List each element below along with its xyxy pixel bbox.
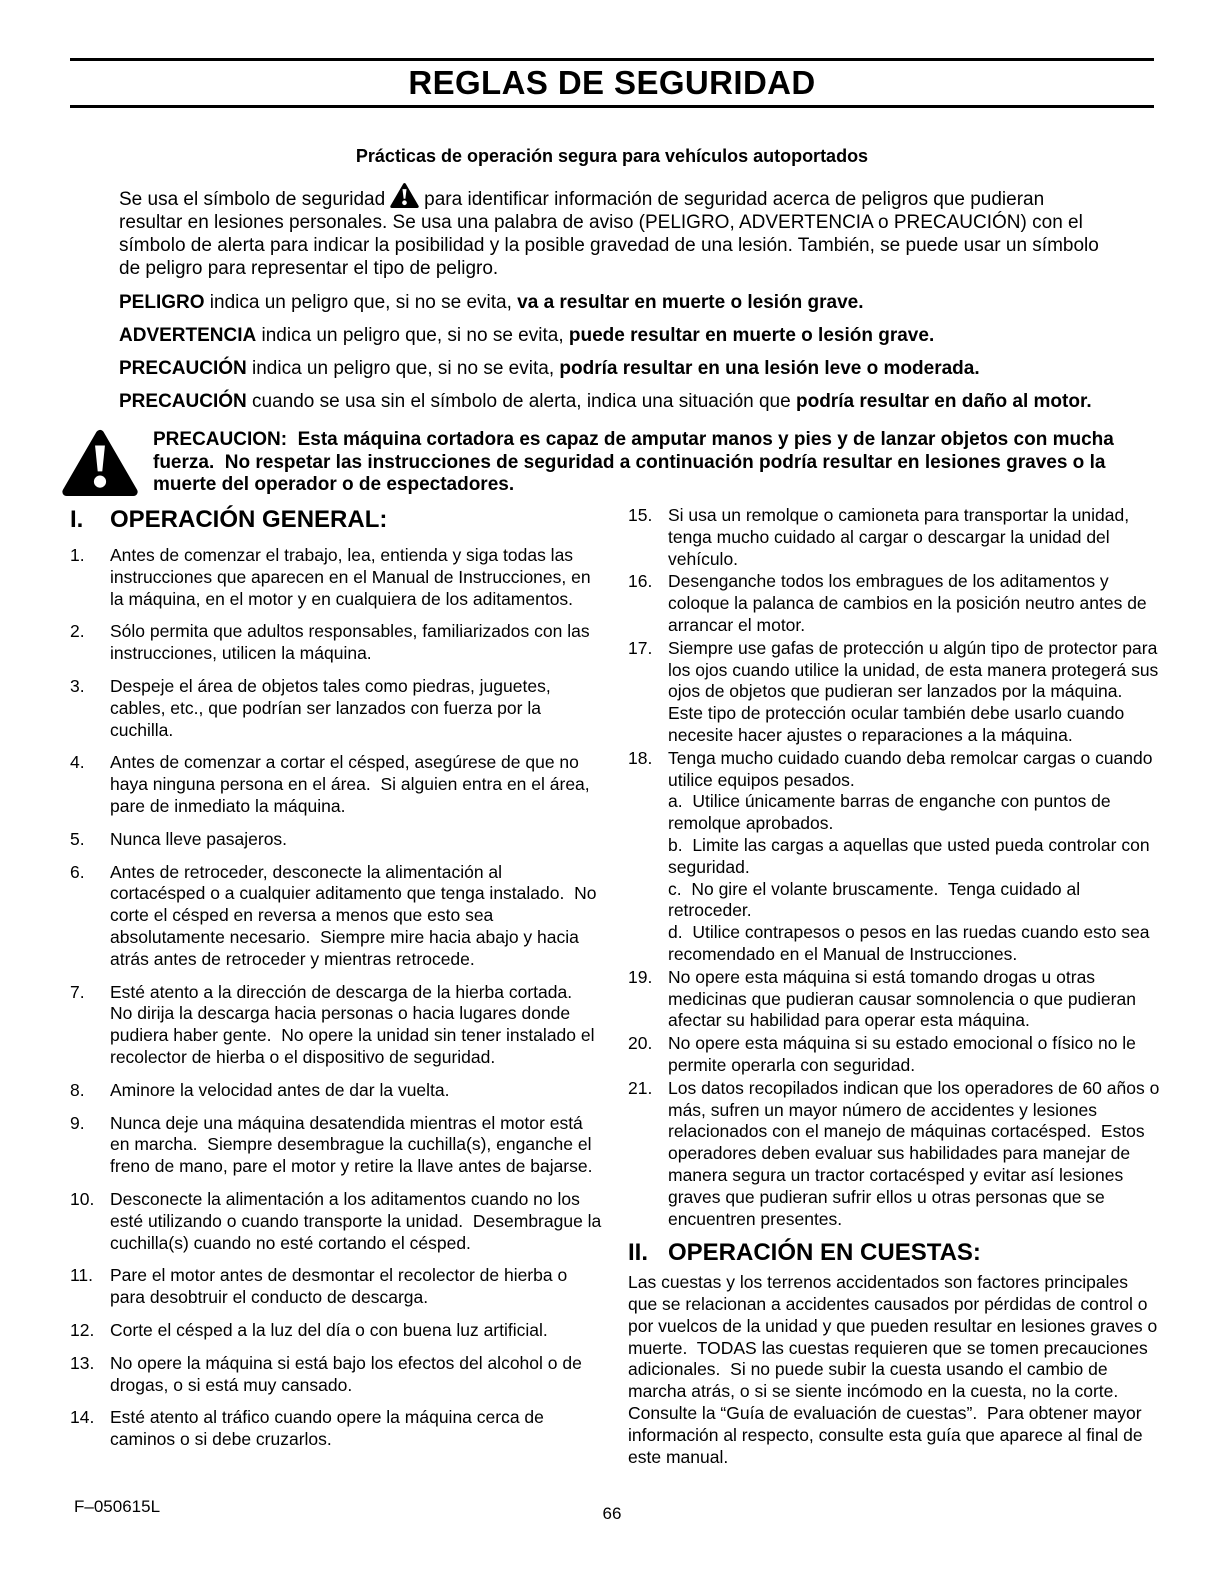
list-item	[70, 1407, 602, 1451]
item-number: 2.	[70, 621, 85, 642]
item-text: Desconecte la alimentación a los aditamentos cuando no los esté utilizando o cuando transporte la unidad. Desembrague la cuchilla(s) cuando no esté cortando el césped.	[110, 1188, 607, 1253]
signal-consequence: podría resultar en daño al motor.	[795, 391, 1092, 412]
item-number: 5.	[70, 828, 85, 849]
item-number: 15.	[628, 505, 653, 525]
list-item	[70, 1113, 602, 1178]
item-number: 10.	[70, 1188, 95, 1209]
signal-term: PRECAUCIÓN	[119, 358, 247, 379]
page-number: 66	[602, 1504, 622, 1523]
list-item	[70, 1188, 607, 1254]
list-item	[628, 967, 1160, 1032]
item-body	[110, 1080, 602, 1102]
list-item	[70, 545, 602, 610]
item-body	[668, 571, 1160, 636]
list-item	[70, 829, 602, 851]
signal-consequence: podría resultar en una lesión leve o moderada.	[559, 358, 980, 379]
signal-definition-precaucion	[119, 358, 1106, 380]
item-text: Corte el césped a la luz del día o con buena luz artificial.	[110, 1319, 548, 1340]
item-text: Desenganche todos los embragues de los aditamentos y coloque la palanca de cambios en la posición neutro antes de arrancar el motor.	[668, 571, 1152, 635]
subtitle: Prácticas de operación segura para vehículos autoportados	[355, 146, 869, 166]
list-item	[70, 982, 602, 1069]
list-item	[628, 571, 1160, 636]
list-item	[70, 862, 602, 971]
item-number: 13.	[70, 1352, 95, 1373]
signal-middle: indica un peligro que, si no se evita,	[246, 358, 560, 379]
item-number: 1.	[70, 545, 85, 565]
item-number: 16.	[628, 571, 653, 592]
item-subtext: a. Utilice únicamente barras de enganche con puntos de remolque aprobados.	[668, 791, 1116, 834]
item-body	[110, 545, 602, 610]
list-item	[70, 1080, 602, 1102]
item-body	[668, 967, 1160, 1032]
item-number: 7.	[70, 981, 85, 1002]
caution-box	[62, 427, 1140, 499]
item-text: Tenga mucho cuidado cuando deba remolcar cargas o cuando utilice equipos pesados.	[668, 747, 1158, 790]
signal-definition-precaucion-motor	[119, 391, 1106, 413]
item-body	[668, 505, 1160, 570]
signal-word-definitions	[119, 292, 1106, 413]
item-body	[668, 637, 1164, 747]
item-number: 12.	[70, 1319, 95, 1340]
general-items-continued	[628, 505, 1165, 1230]
item-number: 8.	[70, 1079, 85, 1100]
section-heading-general	[70, 505, 602, 535]
item-subtext: d. Utilice contrapesos o pesos en las ruedas cuando esto sea recomendado en el Manual de Instrucciones.	[668, 922, 1155, 964]
item-body	[110, 752, 602, 817]
signal-middle: indica un peligro que, si no se evita,	[256, 325, 569, 346]
intro-paragraph	[119, 182, 1106, 280]
item-body	[668, 1033, 1160, 1077]
item-body	[110, 982, 602, 1069]
item-number: 4.	[70, 752, 85, 773]
signal-middle: cuando se usa sin el símbolo de alerta, indica una situación que	[246, 391, 796, 412]
safety-alert-icon	[390, 182, 419, 209]
item-text: Siempre use gafas de protección u algún tipo de protector para los ojos cuando utilice la unidad, de esta manera protegerá sus ojos de objetos que pudieran ser lanzados por la máquina. Este tipo de protección ocular también debe usarlo cuando necesite hacer ajustes o reparaciones a la máquina.	[668, 637, 1164, 745]
intro-text-before: Se usa el símbolo de seguridad	[119, 189, 386, 210]
item-text: No opere esta máquina si su estado emocional o físico no le permite operarla con seguridad.	[668, 1033, 1141, 1075]
item-subtext: b. Limite las cargas a aquellas que usted pueda controlar con seguridad.	[668, 834, 1155, 877]
signal-definition-advertencia	[119, 325, 1106, 347]
intro-text-after: para identificar información de seguridad acerca de peligros que pudieran resultar en lesiones personales. Se usa una palabra de aviso (PELIGRO, ADVERTENCIA o PRECAUCIÓN) con el símbolo de alerta para indicar la posibilidad y la posible gravedad de una lesión. También, se puede usar un símbolo de peligro para representar el tipo de peligro.	[119, 189, 1099, 279]
item-subtext: c. No gire el volante bruscamente. Tenga cuidado al retroceder.	[668, 878, 1086, 921]
item-text: Esté atento a la dirección de descarga de la hierba cortada. No dirija la descarga hacia personas o hacia lugares donde pudiera haber gente. No opere la unidad sin tener instalado el recolector de hierba o el dispositivo de seguridad.	[110, 981, 600, 1067]
list-item	[70, 1265, 602, 1309]
page-title: REGLAS DE SEGURIDAD	[408, 64, 816, 101]
item-body	[110, 1320, 602, 1342]
list-item	[70, 1320, 602, 1342]
warning-triangle-icon	[62, 427, 138, 499]
item-body	[110, 1113, 602, 1178]
section-number: I.	[70, 506, 84, 533]
item-number: 11.	[70, 1265, 94, 1286]
item-text: Antes de comenzar a cortar el césped, asegúrese de que no haya ninguna persona en el área. Si alguien entra en el área, pare de inmediato la máquina.	[110, 752, 595, 816]
item-text: Si usa un remolque o camioneta para transportar la unidad, tenga mucho cuidado al cargar o descargar la unidad del vehículo.	[668, 505, 1134, 569]
list-item	[70, 752, 602, 817]
item-number: 19.	[628, 966, 653, 987]
list-item	[628, 1033, 1160, 1077]
item-text: Aminore la velocidad antes de dar la vuelta.	[110, 1079, 450, 1100]
list-item	[628, 748, 1160, 966]
item-number: 6.	[70, 861, 85, 882]
item-text: Esté atento al tráfico cuando opere la máquina cerca de caminos o si debe cruzarlos.	[110, 1407, 549, 1450]
item-body	[110, 621, 602, 665]
item-text: Antes de comenzar el trabajo, lea, entienda y siga todas las instrucciones que aparecen en el Manual de Instrucciones, en la máquina, en el motor y en cualquiera de los aditamentos.	[110, 545, 596, 609]
item-number: 9.	[70, 1112, 85, 1133]
item-number: 17.	[628, 637, 653, 658]
list-item	[628, 1077, 1165, 1231]
signal-definition-peligro	[119, 292, 1106, 314]
general-items	[70, 545, 607, 1451]
signal-term: PRECAUCIÓN	[119, 391, 247, 412]
item-body	[110, 1353, 602, 1397]
two-column-body	[70, 505, 1165, 1468]
signal-middle: indica un peligro que, si no se evita,	[204, 292, 518, 313]
item-body	[110, 862, 602, 971]
item-body	[110, 1407, 602, 1451]
item-text: Sólo permita que adultos responsables, familiarizados con las instrucciones, utilicen la máquina.	[110, 621, 595, 664]
left-column	[70, 505, 607, 1468]
item-body	[668, 1077, 1165, 1231]
item-body	[668, 748, 1160, 966]
item-text: Nunca deje una máquina desatendida mientras el motor está en marcha. Siempre desembrague la cuchilla(s), enganche el freno de mano, pare el motor y retire la llave antes de bajarse.	[110, 1112, 597, 1177]
item-body	[110, 676, 602, 741]
list-item	[70, 621, 602, 665]
list-item	[628, 637, 1164, 747]
item-body	[110, 1188, 607, 1254]
item-text: Pare el motor antes de desmontar el recolector de hierba o para desobtruir el conducto de descarga.	[110, 1265, 573, 1308]
signal-term: PELIGRO	[119, 292, 205, 313]
document-code: F–050615L	[74, 1497, 161, 1516]
item-text: Los datos recopilados indican que los operadores de 60 años o más, sufren un mayor número de accidentes y lesiones relacionados con el manejo de máquinas cortacésped. Estos operadores deben evaluar sus habilidades para manejar de manera segura un tractor cortacésped y evitar así lesiones graves que pudieran sufrir ellos u otras personas que se encuentren presentes.	[668, 1077, 1165, 1229]
list-item	[628, 505, 1160, 570]
item-text: Despeje el área de objetos tales como piedras, juguetes, cables, etc., que podrían ser lanzados con fuerza por la cuchilla.	[110, 675, 556, 740]
item-body	[110, 829, 602, 851]
section-title: OPERACIÓN EN CUESTAS:	[668, 1239, 981, 1267]
section-title: OPERACIÓN GENERAL:	[110, 506, 388, 533]
item-text: Nunca lleve pasajeros.	[110, 828, 288, 849]
right-column	[628, 505, 1165, 1468]
signal-term: ADVERTENCIA	[119, 325, 257, 346]
header-rule-top	[70, 58, 1154, 61]
caution-text: PRECAUCION: Esta máquina cortadora es capaz de amputar manos y pies y de lanzar objetos con mucha fuerza. No respetar las instrucciones de seguridad a continuación podría resultar en lesiones graves o la muerte del operador o de espectadores.	[153, 429, 1120, 495]
list-item	[70, 676, 602, 741]
item-text: Antes de retroceder, desconecte la alimentación al cortacésped o a cualquier aditamento que tenga instalado. No corte el césped en reversa a menos que esto sea absolutamente necesario. Siempre mire hacia abajo y hacia atrás antes de retroceder y mientras retrocede.	[110, 861, 602, 969]
item-body	[110, 1265, 602, 1309]
list-item	[70, 1353, 602, 1397]
section-number: II.	[628, 1239, 649, 1267]
item-number: 18.	[628, 747, 653, 768]
item-number: 21.	[628, 1077, 653, 1098]
item-number: 20.	[628, 1033, 653, 1054]
section-heading-slopes	[628, 1238, 1160, 1268]
item-text: No opere esta máquina si está tomando drogas u otras medicinas que pudieran causar somnolencia o que pudieran afectar su habilidad para operar esta máquina.	[668, 966, 1141, 1031]
item-number: 14.	[70, 1407, 95, 1428]
item-text: No opere la máquina si está bajo los efectos del alcohol o de drogas, o si está muy cansado.	[110, 1352, 587, 1395]
signal-consequence: va a resultar en muerte o lesión grave.	[517, 292, 864, 313]
signal-consequence: puede resultar en muerte o lesión grave.	[568, 325, 935, 346]
slopes-paragraph: Las cuestas y los terrenos accidentados son factores principales que se relacionan a accidentes causados por pérdidas de control o por vuelcos de la unidad y que pueden resultar en lesiones graves o muerte. TODAS las cuestas requieren que se tomen precauciones adicionales. Si no puede subir la cuesta usando el cambio de marcha atrás, o si se siente incómodo en la cuesta, no la corte. Consulte la “Guía de evaluación de cuestas”. Para obtener mayor información al respecto, consulte esta guía que aparece al final de este manual.	[628, 1272, 1163, 1467]
header-rule-bottom	[70, 105, 1154, 108]
item-number: 3.	[70, 675, 85, 696]
